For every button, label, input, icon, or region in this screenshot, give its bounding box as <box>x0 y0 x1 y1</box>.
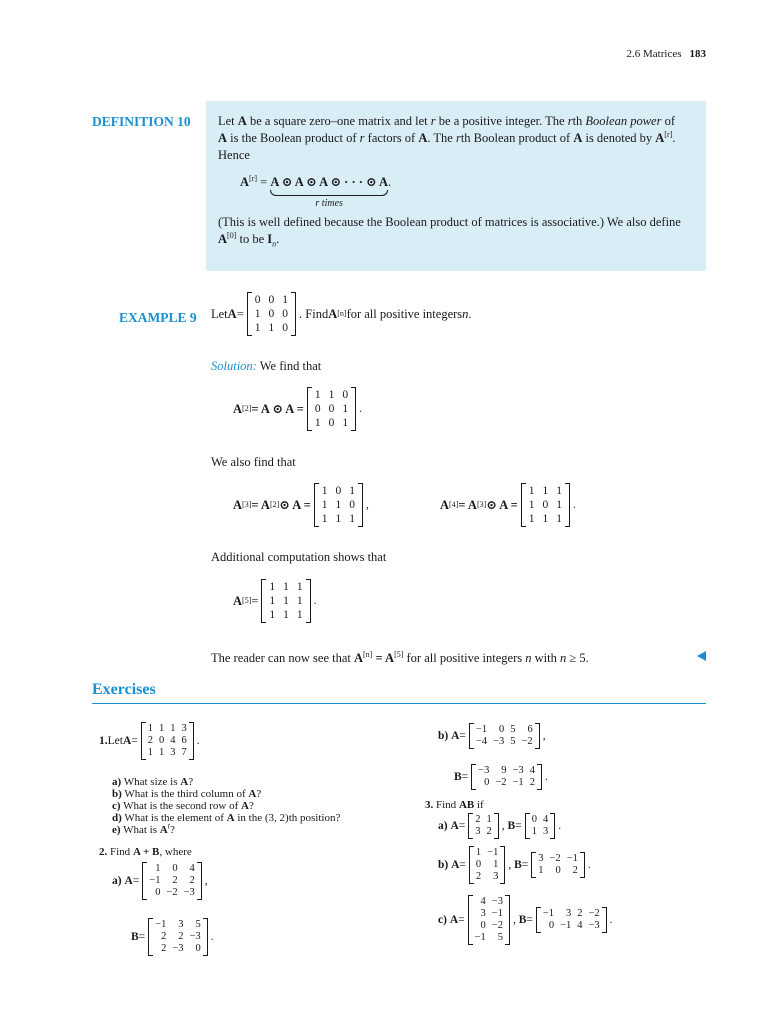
matrix-cell: 4 <box>480 896 486 907</box>
matrix-cell: −1 <box>566 853 578 864</box>
section-title: 2.6 Matrices <box>626 48 682 60</box>
definition-label: DEFINITION 10 <box>92 114 191 129</box>
matrix-cell: 1 <box>342 417 349 429</box>
matrix-cell: 2 <box>475 871 482 882</box>
exercise-1-part-b: b) What is the third column of A? <box>112 788 262 800</box>
matrix-cell: 1 <box>283 595 289 607</box>
matrix-cell: 1 <box>321 485 328 497</box>
matrix-cell: 1 <box>538 865 544 876</box>
matrix-cell: 1 <box>335 499 342 511</box>
matrix-cell: 1 <box>342 403 349 415</box>
solution-line: Solution: We find that <box>211 359 322 373</box>
matrix-row <box>318 512 359 526</box>
matrix-cell: 1 <box>283 609 289 621</box>
matrix-cell: −3 <box>189 931 201 942</box>
matrix-A2 <box>307 387 356 431</box>
matrix-row <box>265 580 306 594</box>
matrix-cell: 4 <box>577 920 583 931</box>
matrix-cell: 0 <box>542 499 549 511</box>
matrix-cell: 1 <box>556 513 563 525</box>
matrix-cell: 3 <box>178 919 184 930</box>
matrix-cell: −3 <box>512 765 524 776</box>
matrix-cell: 2 <box>572 865 578 876</box>
matrix-cell: 3 <box>565 908 572 919</box>
matrix-row <box>145 747 190 759</box>
matrix-cell: 3 <box>538 853 544 864</box>
matrix-cell: 1 <box>283 581 289 593</box>
matrix-cell: −2 <box>166 887 178 898</box>
matrix-row <box>525 484 566 498</box>
matrix-row <box>529 826 552 838</box>
matrix-cell: −2 <box>588 908 600 919</box>
matrix-row <box>265 608 306 622</box>
matrix-cell: 1 <box>556 499 563 511</box>
matrix-row <box>472 920 506 932</box>
matrix-cell: 2 <box>172 875 178 886</box>
matrix-cell: 0 <box>328 417 335 429</box>
matrix-cell: 0 <box>159 735 165 746</box>
matrix-cell: 0 <box>195 943 201 954</box>
matrix-cell: 1 <box>349 513 356 525</box>
exercise-3c: c) A = 4 −3 3 −1 0 −2 −1 5 , B = −1 3 2 −2 0 −1 4 −3 . <box>438 896 613 943</box>
matrix-cell: 0 <box>342 389 349 401</box>
matrix-cell: 0 <box>475 859 482 870</box>
matrix-cell: 1 <box>321 513 328 525</box>
matrix-row <box>251 321 292 335</box>
matrix-cell: 5 <box>510 724 516 735</box>
matrix-cell: −1 <box>487 847 499 858</box>
matrix-cell: 0 <box>555 865 561 876</box>
exercise-3b-matrix-A <box>469 846 505 884</box>
exercise-1-parts <box>112 776 340 836</box>
matrix-cell: 0 <box>254 294 261 306</box>
matrix-cell: 0 <box>314 403 321 415</box>
matrix-cell: 1 <box>254 308 261 320</box>
matrix-cell: 1 <box>314 417 321 429</box>
exercise-3c-matrix-B <box>536 907 607 933</box>
exercise-2a-A: a) A = 1 0 4 −1 2 2 0 −2 −3 , <box>112 863 208 898</box>
matrix-cell: 0 <box>335 485 342 497</box>
exercise-3a-matrix-B <box>525 813 556 839</box>
equation-A3: A [3] = A [2] ⊙ A = 1 0 1 1 1 0 1 1 1 , <box>233 485 369 525</box>
matrix-cell: −2 <box>495 777 507 788</box>
matrix-cell: 0 <box>282 322 289 334</box>
matrix-cell: 2 <box>161 943 167 954</box>
additional-line: Additional computation shows that <box>211 550 387 564</box>
matrix-cell: −1 <box>542 908 555 919</box>
matrix-cell: 4 <box>529 765 535 776</box>
matrix-cell: 1 <box>556 485 563 497</box>
matrix-cell: 1 <box>155 863 161 874</box>
matrix-cell: 1 <box>321 499 328 511</box>
exercise-2b-matrix-B <box>471 764 542 790</box>
matrix-cell: 9 <box>501 765 507 776</box>
matrix-cell: 3 <box>493 871 499 882</box>
matrix-cell: 1 <box>170 723 176 734</box>
running-header <box>627 48 706 60</box>
matrix-row <box>535 853 581 865</box>
matrix-cell: 1 <box>254 322 261 334</box>
exercise-2: 2. Find A + B, where <box>99 846 192 858</box>
matrix-row <box>251 307 292 321</box>
exercise-2a-matrix-B <box>148 918 208 956</box>
matrix-cell: 7 <box>181 747 187 758</box>
matrix-cell: 1 <box>269 581 276 593</box>
exercise-2b-matrix-A <box>469 723 540 749</box>
definition-formula: A[r] = A ⊙ A ⊙ A ⊙ · · · ⊙ A r times . <box>240 174 704 208</box>
matrix-cell: 1 <box>528 499 535 511</box>
matrix-cell: −1 <box>560 920 572 931</box>
matrix-cell: 1 <box>282 294 289 306</box>
matrix-cell: 4 <box>542 814 549 825</box>
matrix-cell: 1 <box>296 609 303 621</box>
matrix-row <box>473 871 501 883</box>
matrix-row <box>311 388 352 402</box>
exercises-rule <box>92 703 706 704</box>
matrix-cell: 2 <box>486 826 492 837</box>
matrix-cell: −3 <box>183 887 195 898</box>
matrix-A <box>247 292 296 336</box>
matrix-cell: −1 <box>491 908 503 919</box>
matrix-cell: −1 <box>149 875 161 886</box>
equation-A4: A [4] = A [3] ⊙ A = 1 1 1 1 0 1 1 1 1 . <box>440 485 576 525</box>
matrix-cell: 1 <box>147 747 154 758</box>
exercise-3b-matrix-B <box>531 852 585 878</box>
exercise-1: 1. Let A = 1 1 1 3 2 0 4 6 1 1 3 7 . <box>99 723 200 758</box>
definition-line-2: A is the Boolean product of r factors of A. The rth Boolean product of A is denoted by A[r]. <box>218 129 676 145</box>
matrix-cell: −1 <box>155 919 167 930</box>
matrix-cell: 1 <box>531 826 537 837</box>
matrix-cell: 5 <box>195 919 201 930</box>
matrix-cell: 1 <box>147 723 154 734</box>
matrix-row <box>145 735 190 747</box>
matrix-row <box>540 908 603 920</box>
matrix-cell: −1 <box>512 777 524 788</box>
exercise-1-part-d: d) What is the element of A in the (3, 2)th position? <box>112 812 341 824</box>
matrix-cell: 2 <box>529 777 535 788</box>
matrix-cell: 2 <box>147 735 154 746</box>
matrix-cell: 0 <box>268 294 275 306</box>
matrix-row <box>265 594 306 608</box>
matrix-cell: 1 <box>269 595 276 607</box>
matrix-row <box>472 826 495 838</box>
also-find-line: We also find that <box>211 455 296 469</box>
matrix-row <box>318 498 359 512</box>
matrix-row <box>473 736 536 748</box>
matrix-cell: 0 <box>328 403 335 415</box>
matrix-cell: 3 <box>181 723 187 734</box>
matrix-cell: 5 <box>497 932 503 943</box>
matrix-cell: 0 <box>484 777 490 788</box>
matrix-row <box>540 920 603 932</box>
matrix-A5 <box>261 579 310 623</box>
matrix-cell: −4 <box>475 736 488 747</box>
matrix-cell: 0 <box>268 308 275 320</box>
matrix-cell: 1 <box>349 485 356 497</box>
matrix-cell: 6 <box>181 735 187 746</box>
exercise-2a-matrix-A <box>142 862 202 900</box>
matrix-cell: 1 <box>528 513 535 525</box>
exercise-2b-A: b) A = −1 0 5 6 −4 −3 5 −2 , <box>438 724 546 747</box>
exercise-3a-matrix-A <box>468 813 499 839</box>
matrix-cell: 0 <box>548 920 555 931</box>
matrix-row <box>525 512 566 526</box>
matrix-cell: 1 <box>314 389 321 401</box>
matrix-row <box>473 724 536 736</box>
exercise-1-part-e: e) What is $A^t$? <box>112 821 175 836</box>
matrix-cell: 1 <box>335 513 342 525</box>
matrix-cell: 0 <box>531 814 537 825</box>
matrix-cell: −1 <box>475 724 488 735</box>
matrix-row <box>311 402 352 416</box>
matrix-row <box>146 863 198 875</box>
matrix-row <box>251 293 292 307</box>
matrix-cell: 1 <box>159 747 165 758</box>
matrix-row <box>473 847 501 859</box>
matrix-row <box>472 932 506 944</box>
definition-note: (This is well defined because the Boolean product of matrices is associative.) We also define A[0] to be $I_n$. <box>218 215 681 249</box>
exercises-title: Exercises <box>92 681 156 698</box>
matrix-cell: 1 <box>159 723 165 734</box>
matrix-cell: 2 <box>178 931 184 942</box>
exercise-2a-B: B = −1 3 5 2 2 −3 2 −3 0 . <box>131 919 214 954</box>
matrix-cell: 1 <box>542 513 549 525</box>
matrix-cell: −3 <box>588 920 600 931</box>
matrix-cell: 1 <box>542 485 549 497</box>
example-label: EXAMPLE 9 <box>119 310 197 325</box>
matrix-cell: −3 <box>493 736 505 747</box>
matrix-cell: 1 <box>475 847 482 858</box>
matrix-cell: 2 <box>475 814 481 825</box>
matrix-cell: 2 <box>189 875 195 886</box>
matrix-cell: −2 <box>521 736 533 747</box>
matrix-row <box>311 416 352 430</box>
definition-text <box>218 113 704 253</box>
matrix-cell: 1 <box>528 485 535 497</box>
matrix-cell: 1 <box>486 814 492 825</box>
matrix-row <box>475 765 538 777</box>
matrix-row <box>473 859 501 871</box>
matrix-row <box>152 943 204 955</box>
definition-line-3: Hence <box>218 148 250 162</box>
matrix-row <box>525 498 566 512</box>
matrix-cell: 0 <box>172 863 178 874</box>
matrix-cell: 1 <box>269 609 276 621</box>
matrix-cell: 4 <box>189 863 195 874</box>
matrix-cell: 3 <box>480 908 486 919</box>
exercise-3c-matrix-A <box>468 895 510 945</box>
matrix-cell: −3 <box>491 896 503 907</box>
matrix-cell: −2 <box>549 853 561 864</box>
matrix-cell: 0 <box>282 308 289 320</box>
matrix-cell: 3 <box>170 747 176 758</box>
exercise-2b-B: B = −3 9 −3 4 0 −2 −1 2 . <box>454 765 548 788</box>
matrix-A3 <box>314 483 363 527</box>
matrix-row <box>318 484 359 498</box>
matrix-row <box>145 723 190 735</box>
matrix-row <box>475 777 538 789</box>
matrix-cell: 3 <box>542 826 549 837</box>
matrix-row <box>152 931 204 943</box>
exercise-1-part-a: a) What size is A? <box>112 776 194 788</box>
matrix-cell: 2 <box>161 931 167 942</box>
exercise-1-part-c: c) What is the second row of A? <box>112 800 254 812</box>
equation-A2: A [2] = A ⊙ A = 1 1 0 0 0 1 1 0 1 . <box>233 389 362 429</box>
matrix-A4 <box>521 483 570 527</box>
matrix-cell: 1 <box>296 595 303 607</box>
matrix-cell: −3 <box>478 765 490 776</box>
exercise-3b: b) A = 1 −1 0 1 2 3 , B = 3 −2 −1 1 0 2 . <box>438 847 591 882</box>
matrix-cell: 1 <box>493 859 499 870</box>
equation-A5: A [5] = 1 1 1 1 1 1 1 1 1 . <box>233 581 317 621</box>
example-statement: Let A = 0 0 1 1 0 0 1 1 0 . Find A [n] for all positive integers n . <box>211 294 472 334</box>
matrix-cell: 6 <box>527 724 533 735</box>
exercise-3: 3. Find AB if <box>425 799 484 811</box>
conclusion-line: The reader can now see that A[n] = A[5] for all positive integers n with n ≥ 5. <box>211 649 589 665</box>
matrix-cell: 0 <box>480 920 486 931</box>
matrix-cell: 3 <box>475 826 481 837</box>
matrix-cell: 1 <box>296 581 303 593</box>
page-number: 183 <box>689 48 706 60</box>
matrix-cell: 5 <box>510 736 516 747</box>
end-of-example-triangle-icon <box>697 651 706 661</box>
matrix-row <box>529 814 552 826</box>
matrix-cell: 0 <box>155 887 161 898</box>
matrix-cell: −1 <box>474 932 486 943</box>
matrix-row <box>152 919 204 931</box>
matrix-row <box>472 896 506 908</box>
matrix-row <box>535 865 581 877</box>
matrix-cell: 1 <box>328 389 335 401</box>
exercise-3a: a) A = 2 1 3 2 , B = 0 4 1 3 . <box>438 814 562 837</box>
formula-underbrace-label: r times <box>315 198 343 209</box>
matrix-cell: 0 <box>499 724 505 735</box>
matrix-cell: 1 <box>268 322 275 334</box>
matrix-row <box>472 814 495 826</box>
matrix-cell: 0 <box>349 499 356 511</box>
matrix-row <box>472 908 506 920</box>
exercise-1-matrix <box>141 722 194 760</box>
matrix-row <box>146 875 198 887</box>
definition-line-1: Let A be a square zero–one matrix and let r be a positive integer. The rth Boolean power of <box>218 114 676 128</box>
matrix-cell: −3 <box>172 943 184 954</box>
matrix-cell: −2 <box>491 920 503 931</box>
matrix-row <box>146 887 198 899</box>
matrix-cell: 4 <box>170 735 176 746</box>
matrix-cell: 2 <box>577 908 583 919</box>
